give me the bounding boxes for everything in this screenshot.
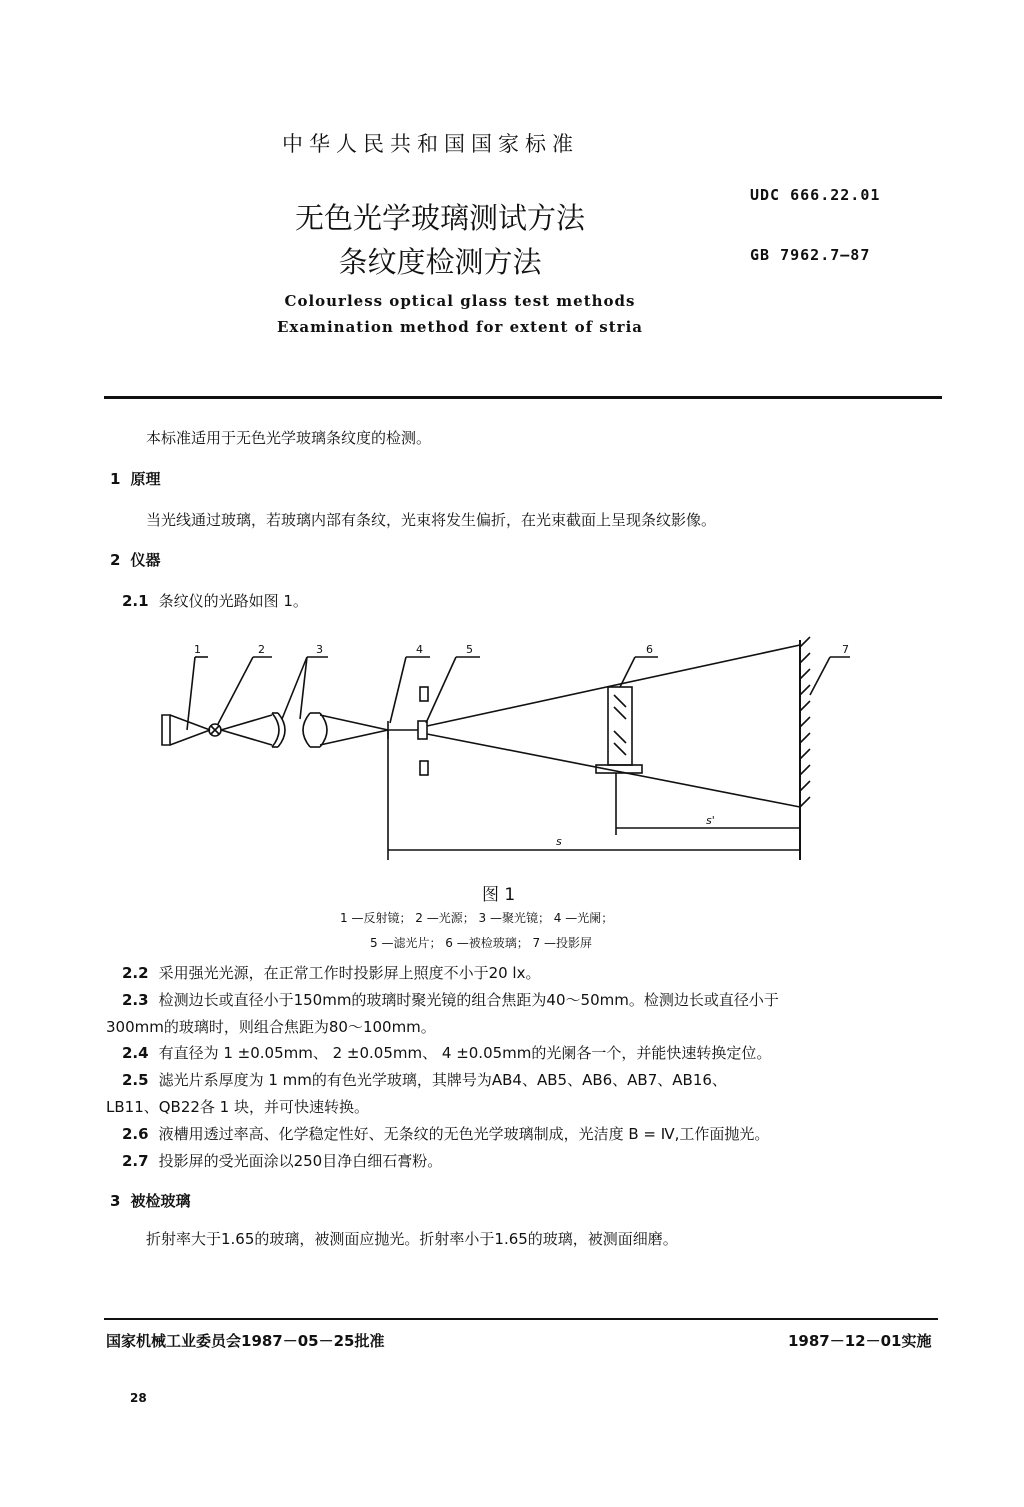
- section-3-text: 折射率大于1.65的玻璃，被测面应抛光。折射率小于1.65的玻璃，被测面细磨。: [146, 1230, 678, 1248]
- clause-text: 投影屏的受光面涂以250目净白细石膏粉。: [158, 1152, 443, 1170]
- figure-label-1: 1: [194, 643, 201, 656]
- clause-text: 采用强光光源，在正常工作时投影屏上照度不小于20 lx。: [158, 964, 541, 982]
- figure-caption: 图 1: [482, 885, 516, 905]
- clause-2-5: [122, 1069, 727, 1090]
- section-title: 原理: [130, 470, 161, 488]
- standard-org: 中华人民共和国国家标准: [282, 132, 579, 156]
- dimension-s-prime-label: s': [706, 814, 715, 827]
- clause-number: 2.6: [122, 1125, 149, 1143]
- clause-text: 检测边长或直径小于150mm的玻璃时聚光镜的组合焦距为40～50mm。检测边长或直径小于: [158, 991, 779, 1009]
- clause-text: 条纹仪的光路如图 1。: [158, 592, 308, 610]
- header-rule: [104, 396, 942, 399]
- clause-2-3: [122, 989, 779, 1010]
- section-3-heading: [110, 1190, 190, 1211]
- test-glass: [608, 687, 632, 765]
- section-title: 仪器: [130, 551, 161, 569]
- intro-text: 本标准适用于无色光学玻璃条纹度的检测。: [146, 429, 432, 447]
- clause-2-2: [122, 962, 540, 983]
- reflector-mirror: [162, 715, 170, 745]
- clause-2-5-continued: LB11、QB22各 1 块，并可快速转换。: [106, 1098, 369, 1116]
- figure-label-4: 4: [416, 643, 423, 656]
- clause-2-4: [122, 1042, 771, 1063]
- section-1-text: 当光线通过玻璃，若玻璃内部有条纹，光束将发生偏折，在光束截面上呈现条纹影像。: [146, 511, 717, 529]
- clause-2-3-continued: 300mm的玻璃时，则组合焦距为80～100mm。: [106, 1018, 436, 1036]
- section-2-heading: [110, 549, 160, 570]
- clause-number: 2.5: [122, 1071, 149, 1089]
- gb-code: GB 7962.7—87: [750, 246, 871, 264]
- condenser-lens-1: [272, 713, 279, 747]
- clause-text: 滤光片系厚度为 1 mm的有色光学玻璃，其牌号为AB4、AB5、AB6、AB7、AB16、: [158, 1071, 727, 1089]
- title-cn-line1: 无色光学玻璃测试方法: [294, 201, 585, 235]
- figure-label-6: 6: [646, 643, 653, 656]
- figure-label-5: 5: [466, 643, 473, 656]
- section-number: 2: [110, 551, 121, 569]
- clause-2-7: [122, 1150, 442, 1171]
- clause-number: 2.1: [122, 592, 149, 610]
- section-1-heading: [110, 468, 160, 489]
- clause-2-1: [122, 590, 308, 611]
- filter: [418, 721, 427, 739]
- udc-code: UDC 666.22.01: [750, 186, 881, 204]
- figure-label-7: 7: [842, 643, 849, 656]
- approval-date: 国家机械工业委员会1987－05－25批准: [106, 1332, 385, 1350]
- section-number: 3: [110, 1192, 121, 1210]
- clause-2-6: [122, 1123, 769, 1144]
- clause-number: 2.3: [122, 991, 149, 1009]
- dimension-s-label: s: [556, 835, 562, 848]
- optical-path-diagram: [150, 635, 870, 870]
- title-en-line1: Colourless optical glass test methods: [284, 292, 636, 310]
- figure-legend-line2: 5 —滤光片； 6 —被检玻璃； 7 —投影屏: [370, 936, 592, 950]
- footer-rule: [104, 1318, 938, 1320]
- clause-number: 2.7: [122, 1152, 149, 1170]
- clause-text: 液槽用透过率高、化学稳定性好、无条纹的无色光学玻璃制成，光洁度 B = Ⅳ,工作面抛光。: [158, 1125, 770, 1143]
- condenser-lens-2: [303, 713, 310, 747]
- figure-label-3: 3: [316, 643, 323, 656]
- clause-number: 2.4: [122, 1044, 149, 1062]
- figure-label-2: 2: [258, 643, 265, 656]
- title-cn-line2: 条纹度检测方法: [338, 245, 542, 279]
- title-en-line2: Examination method for extent of stria: [277, 318, 643, 336]
- page-number: 28: [130, 1391, 147, 1405]
- section-number: 1: [110, 470, 121, 488]
- clause-text: 有直径为 1 ±0.05mm、 2 ±0.05mm、 4 ±0.05mm的光阑各一个，并能快速转换定位。: [158, 1044, 772, 1062]
- clause-number: 2.2: [122, 964, 149, 982]
- figure-legend-line1: 1 —反射镜； 2 —光源； 3 —聚光镜； 4 —光阑；: [340, 911, 614, 925]
- effective-date: 1987－12－01实施: [788, 1332, 932, 1350]
- section-title: 被检玻璃: [130, 1192, 191, 1210]
